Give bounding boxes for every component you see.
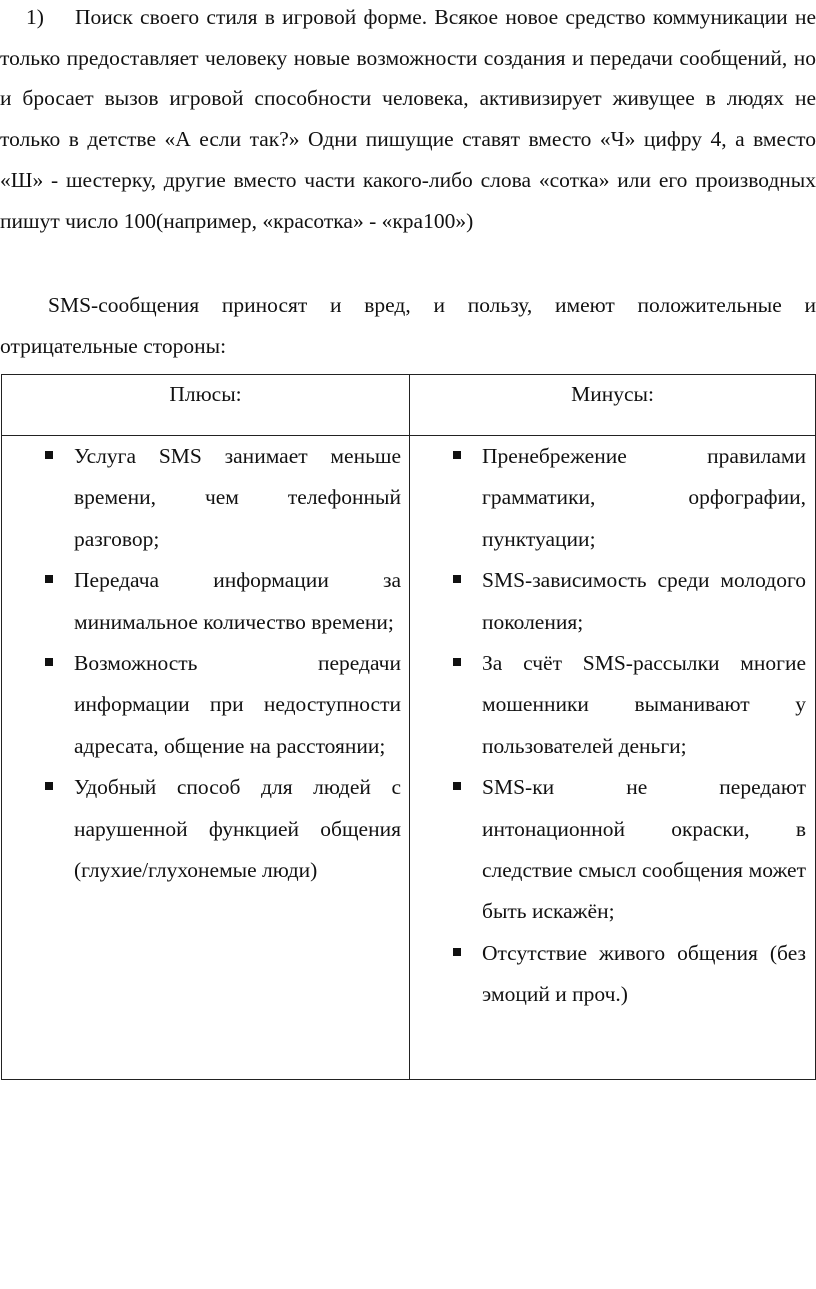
- table-row: [2, 436, 816, 1080]
- square-bullet-icon: [45, 782, 53, 790]
- square-bullet-icon: [45, 658, 53, 666]
- list-item: Передача информации за минимальное количество времени;: [74, 560, 401, 643]
- paragraph-game-style: [0, 0, 816, 241]
- pros-header: Плюсы:: [2, 375, 410, 436]
- cons-cell: [410, 436, 816, 1080]
- square-bullet-icon: [453, 451, 461, 459]
- cons-list: [410, 436, 815, 1016]
- square-bullet-icon: [453, 948, 461, 956]
- square-bullet-icon: [453, 658, 461, 666]
- list-number: 1): [26, 5, 44, 29]
- pros-cell: [2, 436, 410, 1080]
- list-item: Отсутствие живого общения (без эмоций и проч.): [482, 933, 806, 1016]
- pros-list: [2, 436, 409, 891]
- cons-header: Минусы:: [410, 375, 816, 436]
- square-bullet-icon: [453, 575, 461, 583]
- list-item: Пренебрежение правилами грамматики, орфографии, пунктуации;: [482, 436, 806, 560]
- square-bullet-icon: [45, 451, 53, 459]
- table-header-row: [2, 375, 816, 436]
- list-item: Удобный способ для людей с нарушенной функцией общения (глухие/глухонемые люди): [74, 767, 401, 891]
- paragraph-sms-intro: SMS-сообщения приносят и вред, и пользу, имеют положительные и отрицательные стороны:: [0, 293, 816, 358]
- paragraph-game-style-text: Поиск своего стиля в игровой форме. Всякое новое средство коммуникации не только предоставляет человеку новые возможности создания и передачи сообщений, но и бросает вызов игровой способности человека, активизирует живущее в людях не только в детстве «А если так?» Одни пишущие ставят вместо «Ч» цифру 4, а вместо «Ш» - шестерку, другие вместо части какого-либо слова «сотка» или его производных пишут число 100(например, «красотка» - «кра100»): [0, 5, 816, 233]
- square-bullet-icon: [45, 575, 53, 583]
- list-item: Услуга SMS занимает меньше времени, чем телефонный разговор;: [74, 436, 401, 560]
- list-item: Возможность передачи информации при недоступности адресата, общение на расстоянии;: [74, 643, 401, 767]
- list-item: SMS-зависимость среди молодого поколения;: [482, 560, 806, 643]
- pros-cons-table: [1, 374, 816, 1080]
- list-item: За счёт SMS-рассылки многие мошенники выманивают у пользователей деньги;: [482, 643, 806, 767]
- list-item: SMS-ки не передают интонационной окраски, в следствие смысл сообщения может быть искажён;: [482, 767, 806, 933]
- square-bullet-icon: [453, 782, 461, 790]
